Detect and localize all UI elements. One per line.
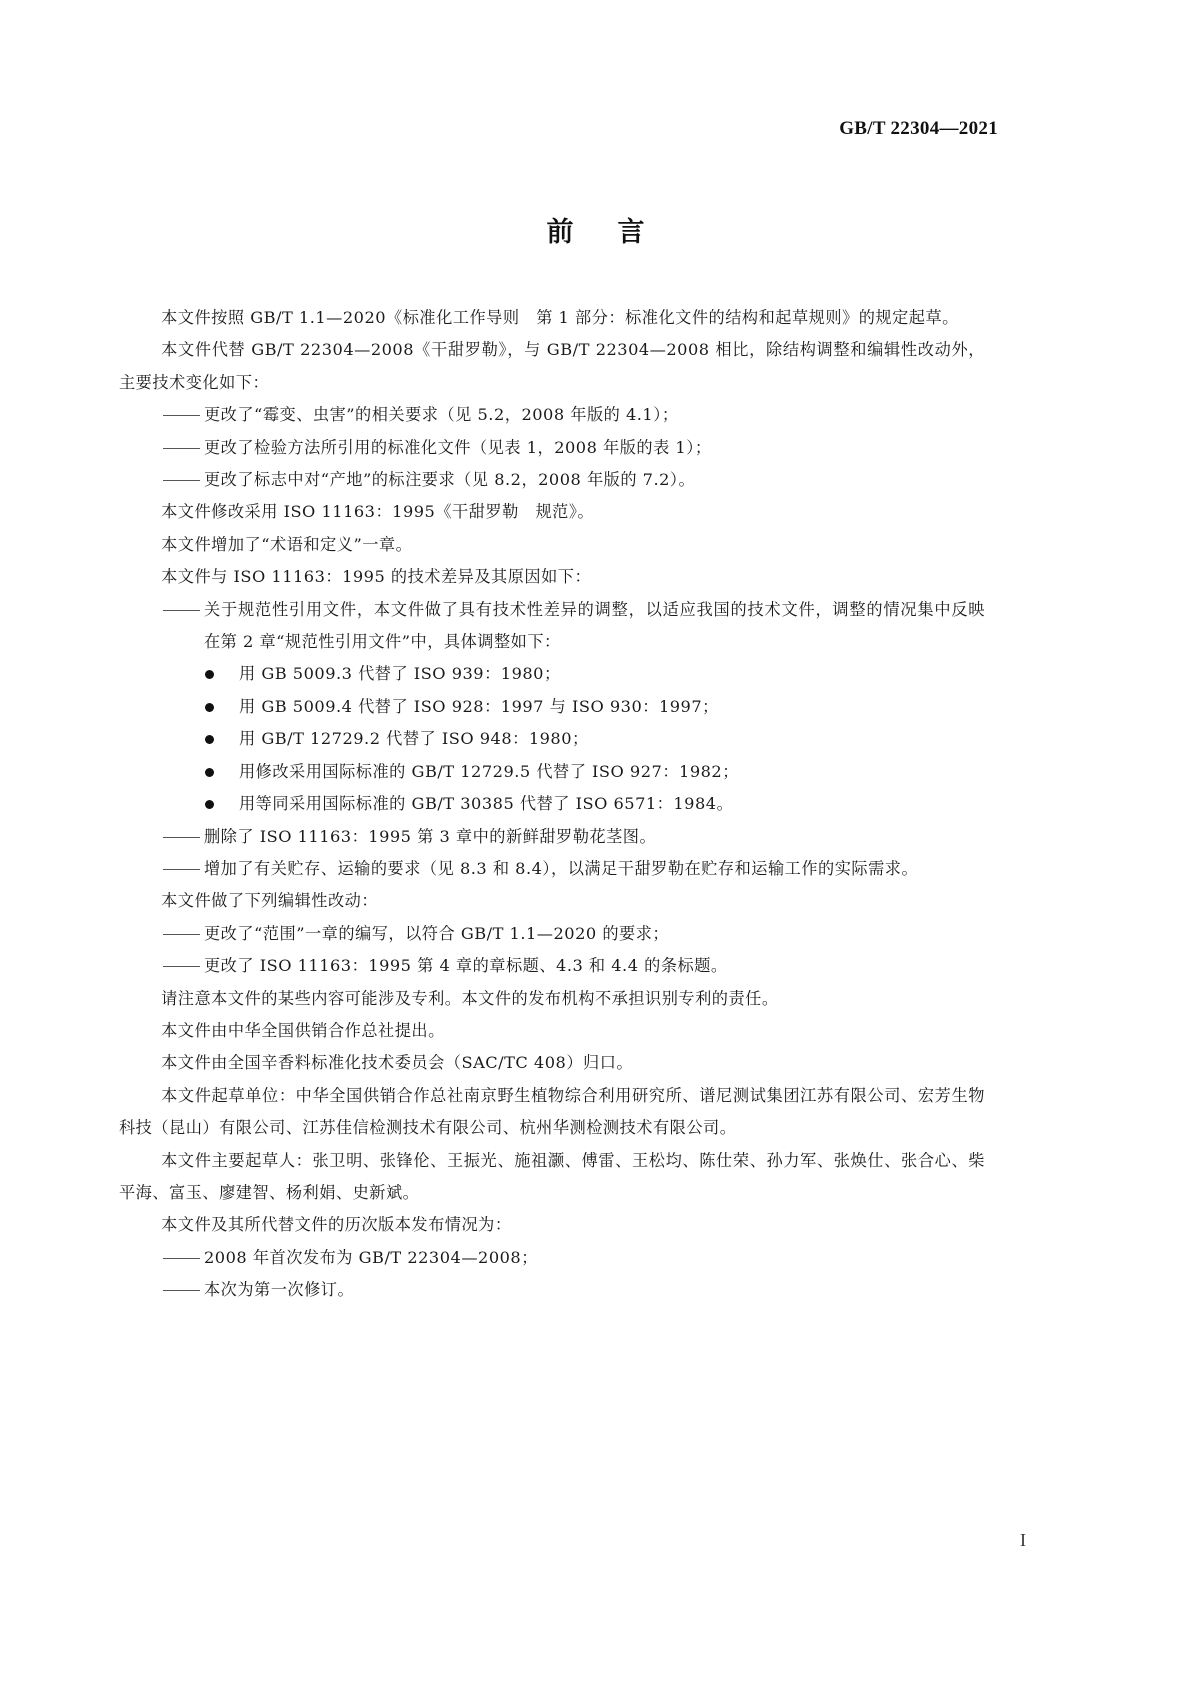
dash-list-item: 增加了有关贮存、运输的要求（见 8.3 和 8.4），以满足干甜罗勒在贮存和运输工作的实际需求。 (204, 858, 919, 878)
foreword-body (119, 302, 985, 1307)
paragraph: 本文件与 ISO 11163：1995 的技术差异及其原因如下： (161, 567, 592, 587)
dash-list-item: 关于规范性引用文件，本文件做了具有技术性差异的调整，以适应我国的技术文件，调整的情况集中反映在第 2 章“规范性引用文件”中，具体调整如下： (204, 599, 985, 652)
paragraph: 本文件修改采用 ISO 11163：1995《干甜罗勒 规范》。 (161, 502, 595, 522)
page-title: 前言 (546, 217, 689, 248)
paragraph: 本文件按照 GB/T 1.1—2020《标准化工作导则 第 1 部分：标准化文件的结构和起草规则》的规定起草。 (161, 308, 959, 327)
paragraph: 请注意本文件的某些内容可能涉及专利。本文件的发布机构不承担识别专利的责任。 (161, 988, 779, 1008)
bullet-icon (205, 735, 214, 744)
paragraph: 本文件及其所代替文件的历次版本发布情况为： (161, 1215, 512, 1235)
bullet-list-item: 用等同采用国际标准的 GB/T 30385 代替了 ISO 6571：1984。 (119, 788, 985, 820)
paragraph: 本文件做了下列编辑性改动： (161, 891, 379, 911)
bullet-list-item: 用 GB 5009.4 代替了 ISO 928：1997 与 ISO 930：1997； (119, 691, 985, 723)
bullet-icon (205, 768, 214, 777)
dash-list-item: 更改了“范围”一章的编写，以符合 GB/T 1.1—2020 的要求； (204, 923, 670, 943)
paragraph: 本文件增加了“术语和定义”一章。 (161, 534, 413, 554)
dash-list-item: 更改了 ISO 11163：1995 第 4 章的章标题、4.3 和 4.4 的条标题。 (204, 956, 728, 976)
dash-list-item: 本次为第一次修订。 (204, 1280, 355, 1300)
paragraph: 本文件由全国辛香料标准化技术委员会（SAC/TC 408）归口。 (161, 1053, 634, 1073)
dash-list-item: 更改了标志中对“产地”的标注要求（见 8.2，2008 年版的 7.2）。 (204, 470, 696, 490)
bullet-list-item: 用 GB 5009.3 代替了 ISO 939：1980； (119, 658, 985, 690)
bullet-icon (205, 800, 214, 809)
bullet-icon (205, 703, 214, 712)
paragraph: 本文件起草单位：中华全国供销合作总社南京野生植物综合利用研究所、谱尼测试集团江苏有限公司、宏芳生物科技（昆山）有限公司、江苏佳信检测技术有限公司、杭州华测检测技术有限公司。 (119, 1085, 985, 1138)
standard-code: GB/T 22304—2021 (839, 118, 998, 139)
paragraph: 本文件代替 GB/T 22304—2008《干甜罗勒》，与 GB/T 22304—2008 相比，除结构调整和编辑性改动外，主要技术变化如下： (119, 340, 985, 392)
paragraph: 本文件由中华全国供销合作总社提出。 (161, 1020, 445, 1040)
bullet-icon (205, 670, 214, 679)
page-number: I (1020, 1530, 1026, 1550)
dash-list-item: 更改了检验方法所引用的标准化文件（见表 1，2008 年版的表 1）； (204, 437, 712, 457)
bullet-list-item: 用 GB/T 12729.2 代替了 ISO 948：1980； (119, 723, 985, 755)
paragraph: 本文件主要起草人：张卫明、张锋伦、王振光、施祖灏、傅雷、王松均、陈仕荣、孙力军、张焕仕、张合心、柴平海、富玉、廖建智、杨利娟、史新斌。 (119, 1150, 985, 1202)
dash-list-item: 删除了 ISO 11163：1995 第 3 章中的新鲜甜罗勒花茎图。 (204, 826, 657, 846)
dash-list-item: 更改了“霉变、虫害”的相关要求（见 5.2，2008 年版的 4.1）； (204, 405, 679, 425)
dash-list-item: 2008 年首次发布为 GB/T 22304—2008； (204, 1247, 538, 1267)
bullet-list-item: 用修改采用国际标准的 GB/T 12729.5 代替了 ISO 927：1982； (119, 756, 985, 788)
